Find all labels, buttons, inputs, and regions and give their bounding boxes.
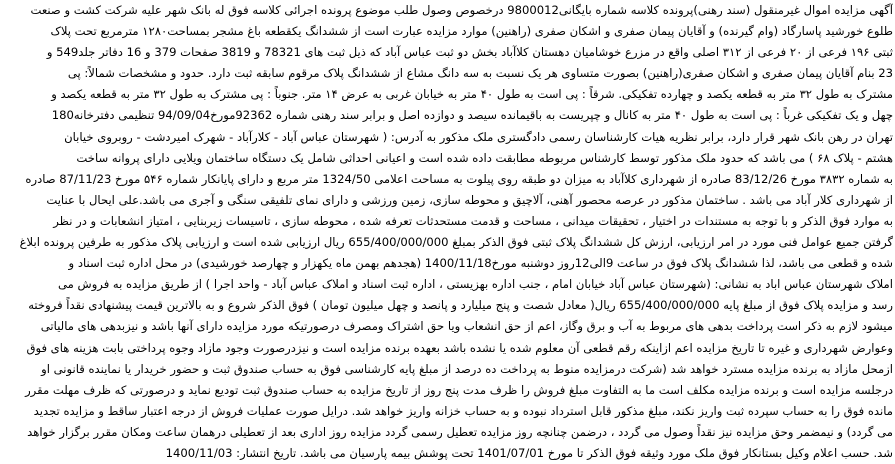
notice-line: میشود لازم به ذکر است پرداخت بدهی های مربوط به آب و برق وگاز، اعم از حق انشعاب ویا حق اشتراک ومصرف درصورتیکه مورد مزایده دارای آنها باشد و نیزبدهی های مالیاتی: [40, 319, 893, 334]
notice-line: هشتم - پلاک ۶۸ ) می باشد که حدود ملک مذکور توسط کارشناس مربوطه مطابقت داده شده است و اعیانی احداثی شامل یک دستگاه ساختمان ویلایی دارای پروانه ساخت: [76, 150, 893, 165]
notice-line: وعوارض شهرداری و غیره تا تاریخ مزایده اعم ازاینکه رقم قطعی آن معلوم شده یا نشده باشد بعهده برنده مزایده است و نیزدرصورت وجود مازاد وجوه پرداختی بابت هزینه های فوق: [26, 340, 893, 355]
notice-line: تهران در رهن بانک شهر قرار دارد، برابر نظریه هیات کارشناسان رسمی دادگستری ملک مذکور به آدرس: ( شهرستان عباس آباد - کلارآباد - شهرک امیردشت - روبروی خیابان: [64, 129, 893, 144]
notice-line: چهل و یک تفکیکی غرباً : پی است به طول ۴۰ متر به کانال و چپریست به باقیمانده سیصد و دوازده اصل و برابر سند رهنی شماره 92362مورخ94/09/04 تنظیمی دفترخانه180: [51, 108, 893, 123]
notice-line: مانده فوق را به حساب سپرده ثبت واریز نکند، مبلغ مذکور قابل استرداد نبوده و به حساب خزانه واریز خواهد شد. درایل صورت عملیات فروش از درجه اعتبار ساقط و مزایده تجدید: [33, 403, 893, 418]
notice-line: به شماره ۳۸۳۲ مورخ 83/12/26 صادره از شهرداری کلاآباد به میزان دو طبقه روی پیلوت به مساحت اعلامی 1324/50 متر مربع و دارای پایانکار شماره ۵۴۶ مورخ 87/11/23 صادره: [25, 171, 893, 186]
notice-line: 23 بنام آقایان پیمان صفری و اشکان صفری(راهنین) بصورت متساوی هر یک نسبت به سه دانگ مشاع از ششدانگ پلاک مرقوم سابقه ثبت دارد. حدود و مشخصات شمالاً: پی: [67, 66, 893, 81]
notice-line: گرفتن جمیع عوامل فنی مورد در امر ارزیابی، ارزش کل ششدانگ پلاک ثبتی فوق الذکر بمبلغ 655/400/000/000 ریال ارزیابی شده است و ارزیابی پلاک مذکور به طرفین پرونده ابلاغ: [19, 235, 893, 250]
notice-line: از شهرداری کلار آباد می باشد . ساختمان مذکور در عرصه محصور آهنی، آلاچیق و محوطه سازی، زمین ورزشی و دارای نمای تلفیقی سنگی و آجری می باشد.علی ایحال با عنایت: [46, 192, 893, 207]
notice-line: طلوع خورشید پاسارگاد (وام گیرنده) و آقایان پیمان صفری و اشکان صفری (راهنین) موارد مزایده عبارت است از ششدانگ یکقطعه باغ مشجر بمساحت۱۲۸۰ مترمربع تحت پلاک: [50, 24, 893, 39]
notice-line: درجلسه مزایده است و برنده مزایده مکلف است ما به التفاوت مبلغ فروش را ظرف مدت پنج روز از تاریخ مزایده به حساب صندوق ثبت تودیع نماید و درصورتی که ظرف مهلت مقرر: [25, 382, 893, 397]
notice-line: آگهی مزایده اموال غیرمنقول (سند رهنی)پرونده کلاسه شماره بایگانی9800012 درخصوص وصول طلب موضوع پرونده اجرائی کلاسه فوق له بانک شهر علیه شرکت کشت و صنعت: [30, 3, 893, 17]
notice-line: می گردد) و نیمضمر وحق مزایده نیز نقداً وصول می گردد ، درضمن چنانچه روز مزایده تعطیل رسمی گردد مزایده روز اداری بعد از تعطیلی درهمان ساعت ومکان مقرر برگزار خواهد: [27, 424, 893, 439]
notice-line: به موارد فوق الذکر و با توجه به مستندات در اختیار ، تحقیقات میدانی ، مساحت و قدمت مستحدثات تعرفه شده ، محوطه سازی ، تاسیسات زیربنایی ، امتیاز انشعابات و در نظر: [53, 213, 893, 228]
notice-line: ثبتی ۱۹۶ فرعی از ۲۰ فرعی از ۳۱۲ اصلی واقع در مزرع خوشامیان دهستان کلاآباد بخش دو ثبت عباس آباد که ذیل ثبت های 78321 و 3819 صفحات 379 و 16 دفاتر جلد549 و: [46, 45, 893, 60]
notice-line: املاک شهرستان عباس اباد به نشانی: (شهرستان عباس آباد خیابان امام ، جنب اداره بهزیستی ، اداره ثبت اسناد و املاک عباس آباد - واحد اجرا ) از طریق مزایده به فروش می: [58, 277, 893, 292]
notice-line: رسد و مزایده پلاک فوق از مبلغ پایه 655/400/000/000 ریال( معادل شصت و پنج میلیارد و پانصد و چهل میلیون تومان ) فوق الذکر شروع و به بالاترین قیمت پیشنهادی نقداً فروخته: [28, 298, 893, 313]
notice-line: مشترک به طول ۳۲ متر به قطعه یکصد و چهارده تفکیکی. شرقاً : پی است به طول ۴۰ متر به خیابان غربی به عرض ۱۴ متر. جنوباً : پی مشترک به طول ۳۲ متر به قطعه یکصد و: [51, 87, 893, 102]
notice-line: ازمحل مازاد به برنده مزایده مسترد خواهد شد (شرکت درمزایده منوط به پرداخت ده درصد از مبلغ پایه کارشناسی فوق به حساب صندوق ثبت و حضور خریدار یا نماینده قانونی او: [41, 361, 893, 376]
notice-line: شده و قطعی می باشد، لذا ششدانگ پلاک فوق در ساعت 9الی12روز دوشنبه مورخ1400/11/18 (هجدهم بهمن ماه یکهزار و چهارصد خورشیدی) در محل اداره ثبت اسناد و: [68, 256, 893, 271]
notice-line: شد. حسب اعلام وکیل بستانکار فوق ملک مورد وثیقه فوق الذکر تا مورخ 1401/07/01 تحت پوشش بیمه پارسیان می باشد. تاریخ انتشار: 1400/11/03: [165, 445, 893, 460]
